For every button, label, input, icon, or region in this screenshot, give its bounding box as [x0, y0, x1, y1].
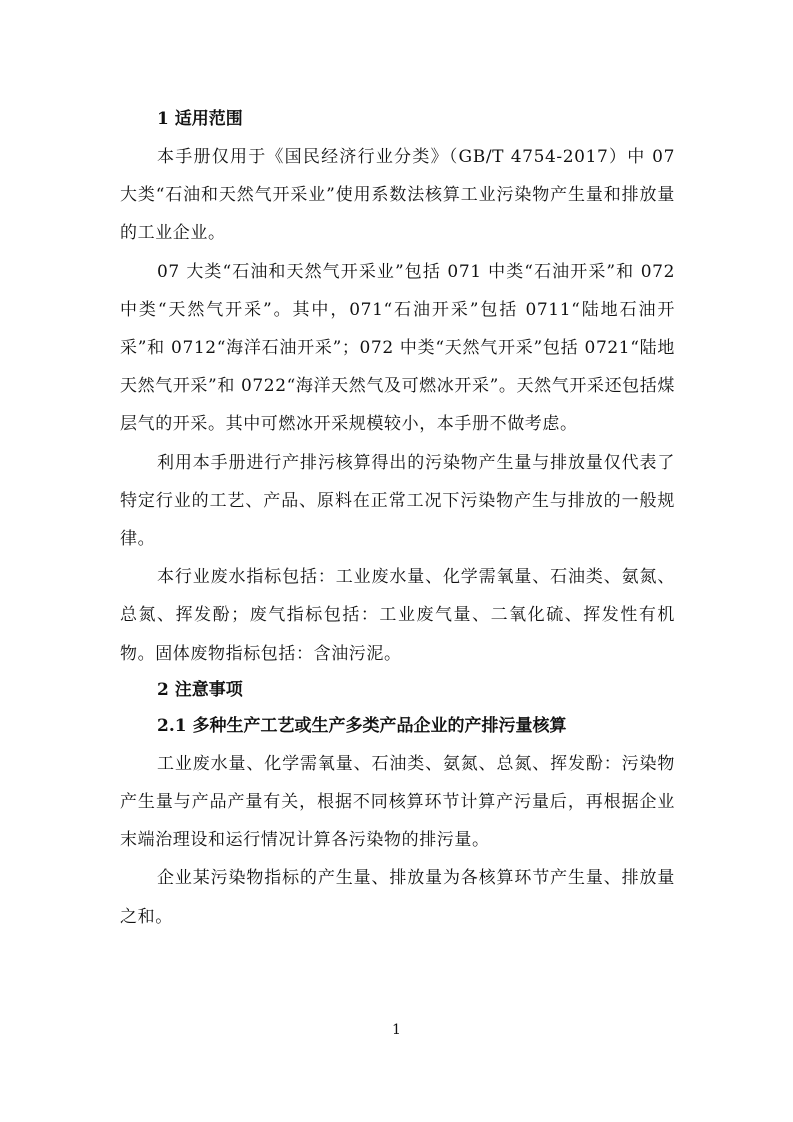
section-1-heading: 1 适用范围 [157, 109, 243, 129]
section-1-paragraph-3: 利用本手册进行产排污核算得出的污染物产生量与排放量仅代表了特定行业的工艺、产品、原料在正常工况下污染物产生与排放的一般规律。 [120, 452, 675, 550]
section-1-paragraph-4: 本行业废水指标包括：工业废水量、化学需氧量、石油类、氨氮、总氮、挥发酚；废气指标包括：工业废气量、二氧化硫、挥发性有机物。固体废物指标包括：含油污泥。 [120, 567, 675, 664]
page-body [120, 102, 675, 936]
page-number: 1 [392, 1022, 401, 1038]
section-2-1-paragraph-1: 工业废水量、化学需氧量、石油类、氨氮、总氮、挥发酚：污染物产生量与产品产量有关，根据不同核算环节计算产污量后，再根据企业末端治理设和运行情况计算各污染物的排污量。 [120, 753, 675, 851]
section-2-1-heading: 2.1 多种生产工艺或生产多类产品企业的产排污量核算 [157, 715, 567, 736]
section-1-paragraph-1: 本手册仅用于《国民经济行业分类》（GB/T 4754-2017）中 07 大类“石油和天然气开采业”使用系数法核算工业污染物产生量和排放量的工业企业。 [120, 147, 675, 244]
section-2-1-paragraph-2: 企业某污染物指标的产生量、排放量为各核算环节产生量、排放量之和。 [120, 868, 675, 927]
section-2-heading: 2 注意事项 [157, 679, 243, 700]
section-1-paragraph-2: 07 大类“石油和天然气开采业”包括 071 中类“石油开采”和 072 中类“天然气开采”。其中，071“石油开采”包括 0711“陆地石油开采”和 0712“海洋石油开采”；072 中类“天然气开采”包括 0721“陆地天然气开采”和 0722“海洋天然气及可燃冰开采”。天然气开采还包括煤层气的开采。其中可燃冰开采规模较小，本手册不做考虑。 [120, 261, 675, 435]
